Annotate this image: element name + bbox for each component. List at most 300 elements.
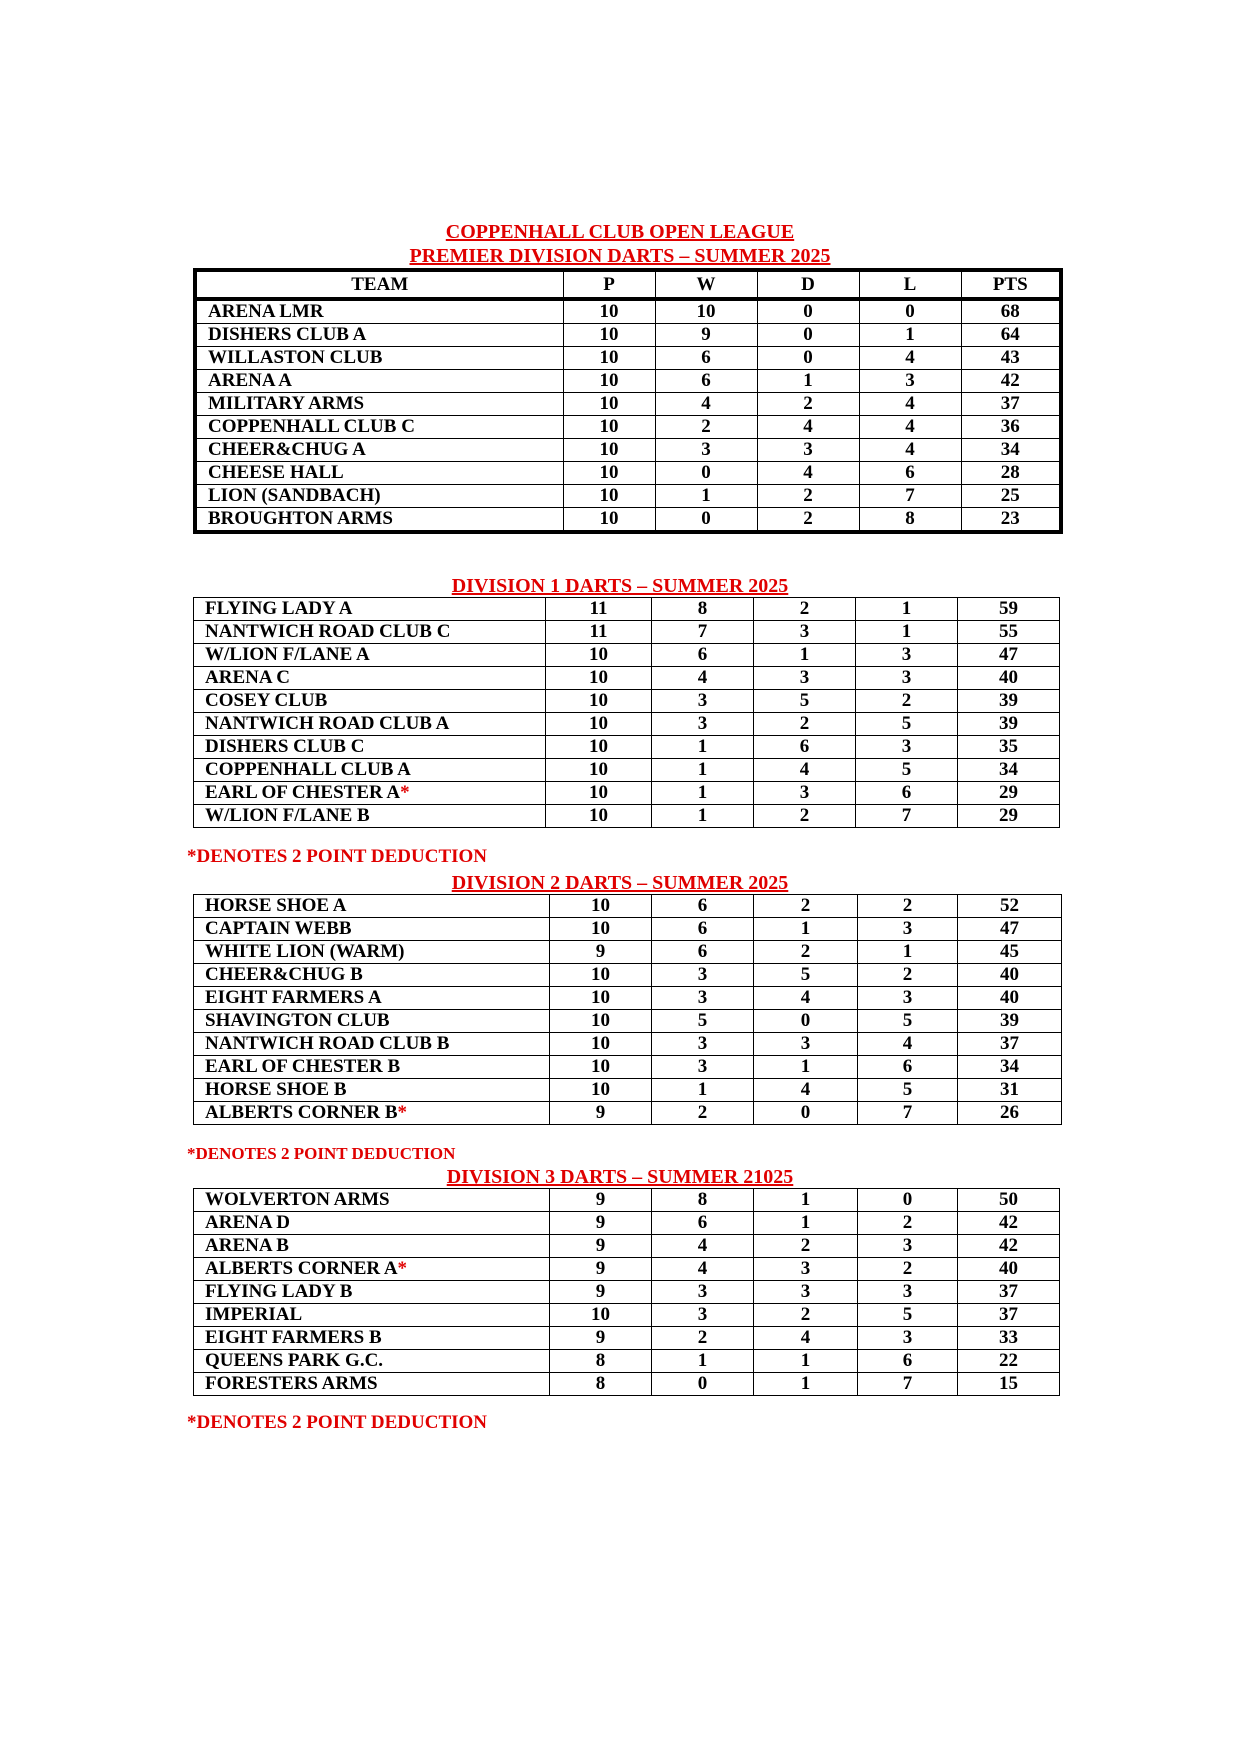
drawn-cell: 2: [754, 1304, 858, 1327]
team-name: CHEER&CHUG B: [205, 964, 363, 985]
drawn-cell: 3: [754, 782, 856, 805]
team-name-cell: [195, 416, 563, 439]
played-cell: 10: [563, 299, 655, 324]
team-name-cell: [195, 508, 563, 533]
division-1-rows: [194, 598, 1060, 828]
points-cell: 37: [958, 1304, 1060, 1327]
lost-cell: 3: [858, 1281, 958, 1304]
points-cell: 29: [958, 805, 1060, 828]
division-2-title: DIVISION 2 DARTS – SUMMER 2025: [451, 872, 789, 894]
won-cell: 6: [655, 347, 757, 370]
team-name: W/LION F/LANE B: [205, 805, 370, 826]
lost-cell: 3: [858, 1235, 958, 1258]
team-name: EIGHT FARMERS B: [205, 1327, 382, 1348]
points-cell: 45: [958, 941, 1062, 964]
points-cell: 25: [961, 485, 1061, 508]
team-name: CHEER&CHUG A: [208, 439, 366, 460]
points-cell: 39: [958, 713, 1060, 736]
played-cell: 9: [550, 1281, 652, 1304]
division-2-rows: [194, 895, 1062, 1125]
team-name-cell: [194, 895, 550, 918]
team-name: QUEENS PARK G.C.: [205, 1350, 384, 1371]
won-cell: 6: [652, 644, 754, 667]
drawn-cell: 2: [757, 508, 859, 533]
lost-cell: 0: [858, 1189, 958, 1212]
team-name-cell: [194, 1350, 550, 1373]
table-row: [195, 439, 1061, 462]
team-name-cell: [194, 621, 546, 644]
played-cell: 11: [546, 621, 652, 644]
team-name-cell: [194, 1212, 550, 1235]
table-row: [194, 598, 1060, 621]
won-cell: 4: [652, 1258, 754, 1281]
won-cell: 4: [655, 393, 757, 416]
won-cell: 0: [652, 1373, 754, 1396]
drawn-cell: 6: [754, 736, 856, 759]
drawn-cell: 4: [754, 987, 858, 1010]
won-cell: 0: [655, 462, 757, 485]
table-row: [194, 895, 1062, 918]
lost-cell: 3: [859, 370, 961, 393]
table-row: [195, 324, 1061, 347]
lost-cell: 7: [858, 1373, 958, 1396]
lost-cell: 6: [856, 782, 958, 805]
points-cell: 23: [961, 508, 1061, 533]
points-cell: 34: [958, 1056, 1062, 1079]
drawn-cell: 1: [754, 1350, 858, 1373]
won-cell: 4: [652, 667, 754, 690]
column-header-played: P: [563, 270, 655, 299]
lost-cell: 5: [858, 1079, 958, 1102]
lost-cell: 4: [859, 416, 961, 439]
column-header-won: W: [655, 270, 757, 299]
table-row: [194, 713, 1060, 736]
lost-cell: 7: [859, 485, 961, 508]
played-cell: 10: [550, 1010, 652, 1033]
drawn-cell: 3: [754, 667, 856, 690]
table-row: [194, 805, 1060, 828]
team-name: ARENA B: [205, 1235, 289, 1256]
table-row: [194, 690, 1060, 713]
lost-cell: 2: [858, 1212, 958, 1235]
won-cell: 3: [652, 713, 754, 736]
played-cell: 10: [546, 782, 652, 805]
team-name: W/LION F/LANE A: [205, 644, 370, 665]
division-3-table: [193, 1188, 1060, 1396]
drawn-cell: 3: [754, 1281, 858, 1304]
played-cell: 10: [563, 347, 655, 370]
division-1-title: DIVISION 1 DARTS – SUMMER 2025: [451, 575, 789, 597]
won-cell: 6: [652, 918, 754, 941]
team-name-cell: [194, 644, 546, 667]
played-cell: 9: [550, 1102, 652, 1125]
won-cell: 2: [652, 1102, 754, 1125]
lost-cell: 5: [856, 713, 958, 736]
lost-cell: 1: [856, 598, 958, 621]
drawn-cell: 2: [754, 598, 856, 621]
team-name-cell: [194, 736, 546, 759]
won-cell: 6: [652, 1212, 754, 1235]
points-cell: 39: [958, 1010, 1062, 1033]
team-name: WHITE LION (WARM): [205, 941, 405, 962]
team-name: NANTWICH ROAD CLUB C: [205, 621, 451, 642]
team-name: WILLASTON CLUB: [208, 347, 383, 368]
team-name-cell: [194, 1281, 550, 1304]
division-2-table: [193, 894, 1062, 1125]
won-cell: 1: [652, 759, 754, 782]
played-cell: 10: [550, 987, 652, 1010]
won-cell: 9: [655, 324, 757, 347]
column-header-points: PTS: [961, 270, 1061, 299]
team-name: ALBERTS CORNER A: [205, 1258, 398, 1279]
won-cell: 6: [652, 895, 754, 918]
table-row: [195, 416, 1061, 439]
table-row: [194, 1212, 1060, 1235]
lost-cell: 8: [859, 508, 961, 533]
played-cell: 9: [550, 1235, 652, 1258]
won-cell: 3: [652, 1033, 754, 1056]
table-row: [194, 1102, 1062, 1125]
won-cell: 6: [652, 941, 754, 964]
table-row: [194, 1258, 1060, 1281]
drawn-cell: 1: [754, 644, 856, 667]
table-row: [195, 508, 1061, 533]
won-cell: 1: [652, 782, 754, 805]
lost-cell: 2: [858, 964, 958, 987]
drawn-cell: 0: [754, 1102, 858, 1125]
points-cell: 15: [958, 1373, 1060, 1396]
won-cell: 3: [652, 1056, 754, 1079]
team-name-cell: [194, 759, 546, 782]
won-cell: 3: [655, 439, 757, 462]
played-cell: 10: [550, 964, 652, 987]
lost-cell: 7: [858, 1102, 958, 1125]
team-name: ARENA A: [208, 370, 292, 391]
points-cell: 28: [961, 462, 1061, 485]
points-cell: 40: [958, 1258, 1060, 1281]
drawn-cell: 0: [754, 1010, 858, 1033]
team-name: CHEESE HALL: [208, 462, 344, 483]
played-cell: 8: [550, 1350, 652, 1373]
team-name-cell: [194, 918, 550, 941]
points-cell: 26: [958, 1102, 1062, 1125]
played-cell: 10: [563, 508, 655, 533]
division-3-rows: [194, 1189, 1060, 1396]
lost-cell: 2: [856, 690, 958, 713]
team-name-cell: [195, 299, 563, 324]
played-cell: 10: [563, 393, 655, 416]
played-cell: 10: [546, 713, 652, 736]
played-cell: 10: [546, 759, 652, 782]
drawn-cell: 4: [754, 1327, 858, 1350]
points-cell: 47: [958, 644, 1060, 667]
drawn-cell: 0: [757, 299, 859, 324]
drawn-cell: 1: [754, 1056, 858, 1079]
lost-cell: 4: [858, 1033, 958, 1056]
table-row: [194, 736, 1060, 759]
lost-cell: 2: [858, 1258, 958, 1281]
lost-cell: 6: [858, 1056, 958, 1079]
team-name: MILITARY ARMS: [208, 393, 365, 414]
won-cell: 8: [652, 598, 754, 621]
lost-cell: 3: [856, 736, 958, 759]
division-3-deduction-note: *DENOTES 2 POINT DEDUCTION: [187, 1412, 488, 1433]
lost-cell: 5: [858, 1010, 958, 1033]
points-cell: 33: [958, 1327, 1060, 1350]
won-cell: 3: [652, 1281, 754, 1304]
team-name-cell: [195, 347, 563, 370]
points-cell: 64: [961, 324, 1061, 347]
team-name-cell: [194, 1102, 550, 1125]
played-cell: 10: [563, 416, 655, 439]
table-row: [194, 1281, 1060, 1304]
table-row: [194, 987, 1062, 1010]
division-2-deduction-note: *DENOTES 2 POINT DEDUCTION: [187, 1144, 456, 1163]
drawn-cell: 2: [757, 485, 859, 508]
drawn-cell: 1: [757, 370, 859, 393]
table-row: [194, 1189, 1060, 1212]
won-cell: 1: [652, 805, 754, 828]
team-name-cell: [195, 393, 563, 416]
won-cell: 3: [652, 690, 754, 713]
points-cell: 68: [961, 299, 1061, 324]
played-cell: 10: [546, 805, 652, 828]
played-cell: 10: [546, 667, 652, 690]
drawn-cell: 0: [757, 324, 859, 347]
team-name: NANTWICH ROAD CLUB B: [205, 1033, 450, 1054]
team-name-cell: [194, 1056, 550, 1079]
lost-cell: 3: [858, 1327, 958, 1350]
team-name-cell: [195, 485, 563, 508]
table-row: [194, 1304, 1060, 1327]
table-row: [195, 370, 1061, 393]
team-name: EARL OF CHESTER A: [205, 782, 401, 803]
won-cell: 6: [655, 370, 757, 393]
lost-cell: 4: [859, 393, 961, 416]
team-name: ARENA C: [205, 667, 290, 688]
team-name-cell: [194, 713, 546, 736]
points-cell: 35: [958, 736, 1060, 759]
team-name-cell: [194, 1304, 550, 1327]
team-name-cell: [194, 667, 546, 690]
won-cell: 3: [652, 964, 754, 987]
table-row: [194, 1235, 1060, 1258]
team-name-cell: [194, 1079, 550, 1102]
points-cell: 52: [958, 895, 1062, 918]
played-cell: 10: [550, 1033, 652, 1056]
team-name-cell: [194, 598, 546, 621]
played-cell: 10: [546, 690, 652, 713]
won-cell: 2: [652, 1327, 754, 1350]
division-3-title: DIVISION 3 DARTS – SUMMER 21025: [446, 1166, 794, 1188]
table-row: [194, 1350, 1060, 1373]
won-cell: 0: [655, 508, 757, 533]
points-cell: 43: [961, 347, 1061, 370]
played-cell: 9: [550, 941, 652, 964]
lost-cell: 3: [856, 667, 958, 690]
table-row: [195, 393, 1061, 416]
lost-cell: 1: [858, 941, 958, 964]
table-row: [194, 1327, 1060, 1350]
drawn-cell: 2: [754, 1235, 858, 1258]
team-name: DISHERS CLUB A: [208, 324, 367, 345]
points-cell: 34: [958, 759, 1060, 782]
team-name: HORSE SHOE B: [205, 1079, 347, 1100]
played-cell: 10: [563, 485, 655, 508]
drawn-cell: 3: [754, 1258, 858, 1281]
lost-cell: 4: [859, 439, 961, 462]
lost-cell: 6: [859, 462, 961, 485]
team-name-cell: [194, 941, 550, 964]
premier-rows: [195, 299, 1061, 532]
played-cell: 10: [546, 736, 652, 759]
drawn-cell: 1: [754, 1373, 858, 1396]
points-cell: 40: [958, 964, 1062, 987]
lost-cell: 3: [856, 644, 958, 667]
points-cell: 50: [958, 1189, 1060, 1212]
team-name: COPPENHALL CLUB A: [205, 759, 411, 780]
drawn-cell: 3: [757, 439, 859, 462]
lost-cell: 1: [856, 621, 958, 644]
won-cell: 8: [652, 1189, 754, 1212]
drawn-cell: 5: [754, 690, 856, 713]
played-cell: 9: [550, 1258, 652, 1281]
team-name: IMPERIAL: [205, 1304, 303, 1325]
points-cell: 59: [958, 598, 1060, 621]
table-row: [194, 644, 1060, 667]
lost-cell: 3: [858, 918, 958, 941]
team-name: WOLVERTON ARMS: [205, 1189, 390, 1210]
played-cell: 10: [550, 1304, 652, 1327]
team-name: CAPTAIN WEBB: [205, 918, 352, 939]
played-cell: 10: [563, 462, 655, 485]
drawn-cell: 4: [754, 759, 856, 782]
team-name: SHAVINGTON CLUB: [205, 1010, 390, 1031]
points-cell: 37: [961, 393, 1061, 416]
team-name: EIGHT FARMERS A: [205, 987, 382, 1008]
team-name-cell: [194, 1373, 550, 1396]
table-row: [194, 964, 1062, 987]
played-cell: 10: [550, 918, 652, 941]
column-header-team: TEAM: [195, 270, 563, 299]
drawn-cell: 5: [754, 964, 858, 987]
lost-cell: 5: [858, 1304, 958, 1327]
won-cell: 1: [652, 736, 754, 759]
drawn-cell: 1: [754, 1212, 858, 1235]
lost-cell: 0: [859, 299, 961, 324]
points-cell: 31: [958, 1079, 1062, 1102]
points-cell: 37: [958, 1033, 1062, 1056]
points-cell: 47: [958, 918, 1062, 941]
table-row: [194, 667, 1060, 690]
points-cell: 40: [958, 987, 1062, 1010]
table-row: [194, 1033, 1062, 1056]
team-name-cell: [194, 1258, 550, 1281]
team-name-cell: [194, 1033, 550, 1056]
played-cell: 10: [563, 370, 655, 393]
played-cell: 10: [563, 439, 655, 462]
table-row: [194, 918, 1062, 941]
team-name: ALBERTS CORNER B: [205, 1102, 398, 1123]
team-name: LION (SANDBACH): [208, 485, 381, 506]
table-row: [194, 941, 1062, 964]
lost-cell: 3: [858, 987, 958, 1010]
team-name: FLYING LADY A: [205, 598, 353, 619]
table-row: [195, 485, 1061, 508]
team-name: EARL OF CHESTER B: [205, 1056, 401, 1077]
played-cell: 10: [550, 1079, 652, 1102]
played-cell: 8: [550, 1373, 652, 1396]
points-cell: 36: [961, 416, 1061, 439]
team-name: BROUGHTON ARMS: [208, 508, 393, 529]
premier-division-title: PREMIER DIVISION DARTS – SUMMER 2025: [409, 245, 831, 267]
team-name: COPPENHALL CLUB C: [208, 416, 415, 437]
team-name: NANTWICH ROAD CLUB A: [205, 713, 450, 734]
played-cell: 10: [563, 324, 655, 347]
table-row: [194, 1079, 1062, 1102]
team-name-cell: [194, 690, 546, 713]
team-name-cell: [194, 805, 546, 828]
team-name-cell: [194, 987, 550, 1010]
won-cell: 2: [655, 416, 757, 439]
team-name: COSEY CLUB: [205, 690, 328, 711]
drawn-cell: 2: [754, 895, 858, 918]
drawn-cell: 2: [754, 941, 858, 964]
played-cell: 9: [550, 1212, 652, 1235]
lost-cell: 7: [856, 805, 958, 828]
points-cell: 42: [961, 370, 1061, 393]
table-row: [195, 347, 1061, 370]
points-cell: 40: [958, 667, 1060, 690]
table-row: [194, 621, 1060, 644]
won-cell: 3: [652, 987, 754, 1010]
played-cell: 11: [546, 598, 652, 621]
team-name: ARENA D: [205, 1212, 290, 1233]
division-1-deduction-note: *DENOTES 2 POINT DEDUCTION: [187, 846, 488, 867]
lost-cell: 4: [859, 347, 961, 370]
table-row: [194, 1373, 1060, 1396]
points-cell: 34: [961, 439, 1061, 462]
lost-cell: 1: [859, 324, 961, 347]
table-row: [194, 782, 1060, 805]
column-header-lost: L: [859, 270, 961, 299]
played-cell: 9: [550, 1327, 652, 1350]
points-cell: 55: [958, 621, 1060, 644]
won-cell: 3: [652, 1304, 754, 1327]
won-cell: 10: [655, 299, 757, 324]
team-name: ARENA LMR: [208, 301, 324, 322]
points-cell: 37: [958, 1281, 1060, 1304]
won-cell: 1: [652, 1350, 754, 1373]
team-name-cell: [194, 1010, 550, 1033]
team-name-cell: [194, 1235, 550, 1258]
drawn-cell: 3: [754, 621, 856, 644]
table-row: [194, 1056, 1062, 1079]
table-header-row: [195, 270, 1061, 299]
team-name: DISHERS CLUB C: [205, 736, 365, 757]
points-cell: 42: [958, 1212, 1060, 1235]
won-cell: 4: [652, 1235, 754, 1258]
drawn-cell: 2: [757, 393, 859, 416]
team-name-cell: [195, 439, 563, 462]
lost-cell: 5: [856, 759, 958, 782]
points-cell: 39: [958, 690, 1060, 713]
drawn-cell: 4: [754, 1079, 858, 1102]
won-cell: 1: [652, 1079, 754, 1102]
deduction-asterisk: *: [397, 1102, 408, 1123]
team-name-cell: [194, 964, 550, 987]
team-name-cell: [195, 462, 563, 485]
